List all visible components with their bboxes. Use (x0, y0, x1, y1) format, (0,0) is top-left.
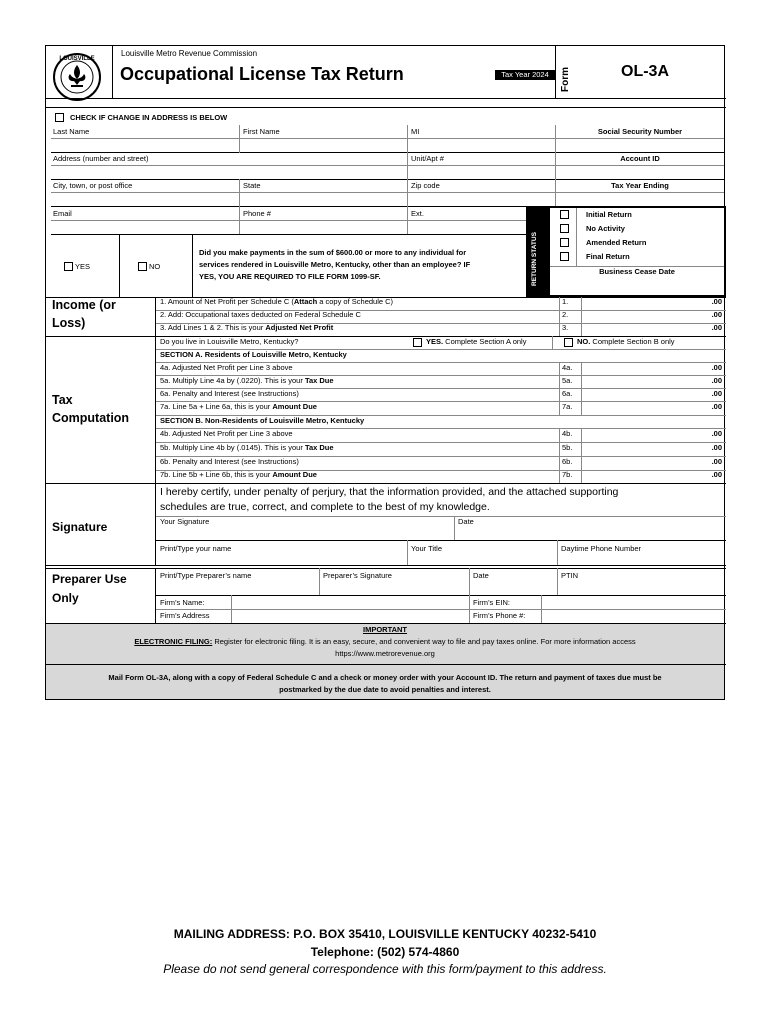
certify-line-1: I hereby certify, under penalty of perjury, that the information provided, and the attached supporting (160, 486, 619, 498)
preparer-name-field[interactable] (156, 582, 318, 594)
your-signature-label: Your Signature (160, 517, 210, 526)
zip-field[interactable] (409, 192, 554, 206)
payments-yes-label: YES (75, 262, 91, 271)
income-line-2-num: 2. (562, 310, 569, 319)
income-title-2: Loss) (52, 316, 86, 330)
tax-year-ending-field[interactable] (556, 192, 724, 206)
mi-field[interactable] (409, 138, 554, 152)
payments-no-checkbox[interactable] (138, 262, 147, 271)
section-b-heading: SECTION B. Non-Residents of Louisville Metro, Kentucky (160, 416, 365, 425)
signature-date-label: Date (458, 517, 474, 526)
live-yes-checkbox[interactable] (413, 338, 422, 347)
certify-line-2: schedules are true, correct, and complete to the best of my knowledge. (160, 501, 490, 513)
amended-return-checkbox[interactable] (560, 238, 569, 247)
line-7a: 7a. Line 5a + Line 6a, this is your Amount Due (160, 402, 317, 411)
mi-label: MI (411, 127, 420, 136)
live-in-metro-question: Do you live in Louisville Metro, Kentucky? (160, 337, 299, 346)
daytime-phone-label: Daytime Phone Number (561, 544, 642, 553)
state-field[interactable] (241, 192, 406, 206)
tax-title-2: Computation (52, 411, 130, 425)
payments-question-line3: YES, YOU ARE REQUIRED TO FILE FORM 1099-SF. (199, 272, 381, 281)
unit-field[interactable] (409, 165, 554, 179)
signature-date-field[interactable] (455, 527, 725, 539)
tax-year-ending-label: Tax Year Ending (611, 181, 669, 190)
firm-ein-label: Firm’s EIN: (473, 598, 510, 607)
line-7b: 7b. Line 5b + Line 6b, this is your Amount Due (160, 470, 317, 479)
income-line-1-num: 1. (562, 297, 569, 306)
address-label: Address (number and street) (53, 154, 149, 163)
unit-label: Unit/Apt # (411, 154, 444, 163)
your-title-field[interactable] (408, 554, 556, 564)
firm-phone-field[interactable] (542, 610, 725, 622)
daytime-phone-field[interactable] (558, 554, 725, 564)
preparer-signature-label: Preparer’s Signature (323, 571, 392, 580)
line-5b-num: 5b. (562, 443, 573, 452)
mail-instructions (46, 665, 724, 699)
firm-ein-field[interactable] (542, 596, 725, 608)
live-no-label: NO. Complete Section B only (577, 337, 675, 346)
preparer-name-label: Print/Type Preparer’s name (160, 571, 252, 580)
income-line-1-field[interactable]: .00 (711, 297, 722, 306)
agency-name: Louisville Metro Revenue Commission (121, 49, 258, 58)
last-name-field[interactable] (51, 138, 237, 152)
ptin-label: PTIN (561, 571, 579, 580)
income-line-3: 3. Add Lines 1 & 2. This is your Adjusted Net Profit (160, 323, 334, 332)
initial-return-checkbox[interactable] (560, 210, 569, 219)
line-7a-num: 7a. (562, 402, 573, 411)
important-notice (46, 624, 724, 664)
print-name-label: Print/Type your name (160, 544, 232, 553)
your-title-label: Your Title (411, 544, 442, 553)
address-field[interactable] (51, 165, 406, 179)
change-address-checkbox[interactable] (55, 113, 64, 122)
line-5a-field[interactable]: .00 (711, 376, 722, 385)
income-line-1: 1. Amount of Net Profit per Schedule C (Attach a copy of Schedule C) (160, 297, 394, 306)
line-6a: 6a. Penalty and Interest (see Instructions) (160, 389, 299, 398)
business-cease-date-label: Business Cease Date (599, 267, 675, 276)
ptin-field[interactable] (558, 582, 725, 594)
line-4b-field[interactable]: .00 (711, 429, 722, 438)
print-name-field[interactable] (156, 554, 406, 564)
business-cease-date-field[interactable] (550, 278, 724, 295)
final-return-checkbox[interactable] (560, 252, 569, 261)
line-4b-num: 4b. (562, 429, 573, 438)
line-6a-num: 6a. (562, 389, 573, 398)
line-7b-field[interactable]: .00 (711, 470, 722, 479)
income-line-3-field[interactable]: .00 (711, 323, 722, 332)
zip-label: Zip code (411, 181, 440, 190)
mail-instructions-line-1: Mail Form OL-3A, along with a copy of Federal Schedule C and a check or money order with your Account ID. The return and payment of taxes due must be (108, 673, 662, 682)
line-5b: 5b. Multiply Line 4b by (.0145). This is your Tax Due (160, 443, 334, 452)
line-6b-field[interactable]: .00 (711, 457, 722, 466)
email-field[interactable] (51, 220, 237, 234)
line-4a-field[interactable]: .00 (711, 363, 722, 372)
firm-address-field[interactable] (232, 610, 469, 622)
telephone: Telephone: (502) 574-4860 (310, 945, 460, 959)
account-id-label: Account ID (620, 154, 660, 163)
line-5a: 5a. Multiply Line 4a by (.0220). This is your Tax Due (160, 376, 334, 385)
line-7a-field[interactable]: .00 (711, 402, 722, 411)
line-6b-num: 6b. (562, 457, 573, 466)
signature-title: Signature (52, 520, 108, 534)
city-field[interactable] (51, 192, 237, 206)
city-label: City, town, or post office (53, 181, 133, 190)
preparer-title-1: Preparer Use (52, 572, 127, 586)
payments-question-line1: Did you make payments in the sum of $600.00 or more to any individual for (199, 248, 467, 257)
phone-field[interactable] (241, 220, 406, 234)
line-6a-field[interactable]: .00 (711, 389, 722, 398)
firm-address-label: Firm’s Address (160, 611, 210, 620)
email-label: Email (53, 209, 72, 218)
form-id: OL-3A (621, 63, 669, 80)
line-5b-field[interactable]: .00 (711, 443, 722, 452)
efiling-text: ELECTRONIC FILING: Register for electronic filing. It is an easy, secure, and convenient way to file and pay taxes online. For more information access (134, 637, 636, 646)
return-status-label: RETURN STATUS (531, 232, 538, 286)
preparer-date-label: Date (473, 571, 489, 580)
change-address-label: CHECK IF CHANGE IN ADDRESS IS BELOW (70, 113, 228, 122)
amended-return-label: Amended Return (586, 238, 647, 247)
account-id-field[interactable] (556, 165, 724, 179)
payments-yes-checkbox[interactable] (64, 262, 73, 271)
income-title-1: Income (or (52, 298, 116, 312)
ext-field[interactable] (409, 220, 524, 234)
income-line-2-field[interactable]: .00 (711, 310, 722, 319)
metro-revenue-url[interactable]: https://www.metrorevenue.org (335, 649, 435, 658)
firm-name-label: Firm’s Name: (160, 598, 205, 607)
no-activity-checkbox[interactable] (560, 224, 569, 233)
line-6b: 6b. Penalty and Interest (see Instructions) (160, 457, 299, 466)
correspondence-notice: Please do not send general correspondence with this form/payment to this address. (163, 962, 607, 976)
income-line-3-num: 3. (562, 323, 569, 332)
ssn-field[interactable] (556, 138, 724, 152)
final-return-label: Final Return (586, 252, 630, 261)
firm-name-field[interactable] (232, 596, 469, 608)
tax-year: Tax Year 2024 (495, 70, 555, 80)
initial-return-label: Initial Return (586, 210, 632, 219)
mail-instructions-line-2: postmarked by the due date to avoid penalties and interest. (279, 685, 491, 694)
live-yes-label: YES. Complete Section A only (426, 337, 527, 346)
line-4b: 4b. Adjusted Net Profit per Line 3 above (160, 429, 293, 438)
income-line-2: 2. Add: Occupational taxes deducted on Federal Schedule C (160, 310, 361, 319)
ext-label: Ext. (411, 209, 424, 218)
section-a-heading: SECTION A. Residents of Louisville Metro, Kentucky (160, 350, 347, 359)
mailing-address: MAILING ADDRESS: P.O. BOX 35410, LOUISVILLE KENTUCKY 40232-5410 (173, 927, 597, 941)
last-name-label: Last Name (53, 127, 90, 136)
line-5a-num: 5a. (562, 376, 573, 385)
louisville-seal-logo (52, 52, 102, 102)
live-no-checkbox[interactable] (564, 338, 573, 347)
ssn-label: Social Security Number (597, 127, 683, 136)
line-7b-num: 7b. (562, 470, 573, 479)
your-signature-field[interactable] (156, 527, 453, 539)
form-label: Form (560, 67, 571, 92)
first-name-field[interactable] (241, 138, 406, 152)
first-name-label: First Name (243, 127, 280, 136)
payments-no-label: NO (149, 262, 161, 271)
important-heading: IMPORTANT (362, 625, 408, 634)
form-title: Occupational License Tax Return (120, 64, 404, 84)
state-label: State (243, 181, 261, 190)
firm-phone-label: Firm’s Phone #: (473, 611, 526, 620)
ol3a-form (45, 45, 725, 700)
tax-title-1: Tax (52, 393, 73, 407)
preparer-title-2: Only (52, 591, 79, 605)
preparer-date-field[interactable] (470, 582, 556, 594)
line-4a: 4a. Adjusted Net Profit per Line 3 above (160, 363, 293, 372)
phone-label: Phone # (243, 209, 271, 218)
no-activity-label: No Activity (586, 224, 625, 233)
preparer-signature-field[interactable] (320, 582, 468, 594)
payments-question-line2: services rendered in Louisville Metro, Kentucky, other than an employee? IF (199, 260, 471, 269)
line-4a-num: 4a. (562, 363, 573, 372)
svg-text:LOUISVILLE: LOUISVILLE (59, 56, 95, 62)
